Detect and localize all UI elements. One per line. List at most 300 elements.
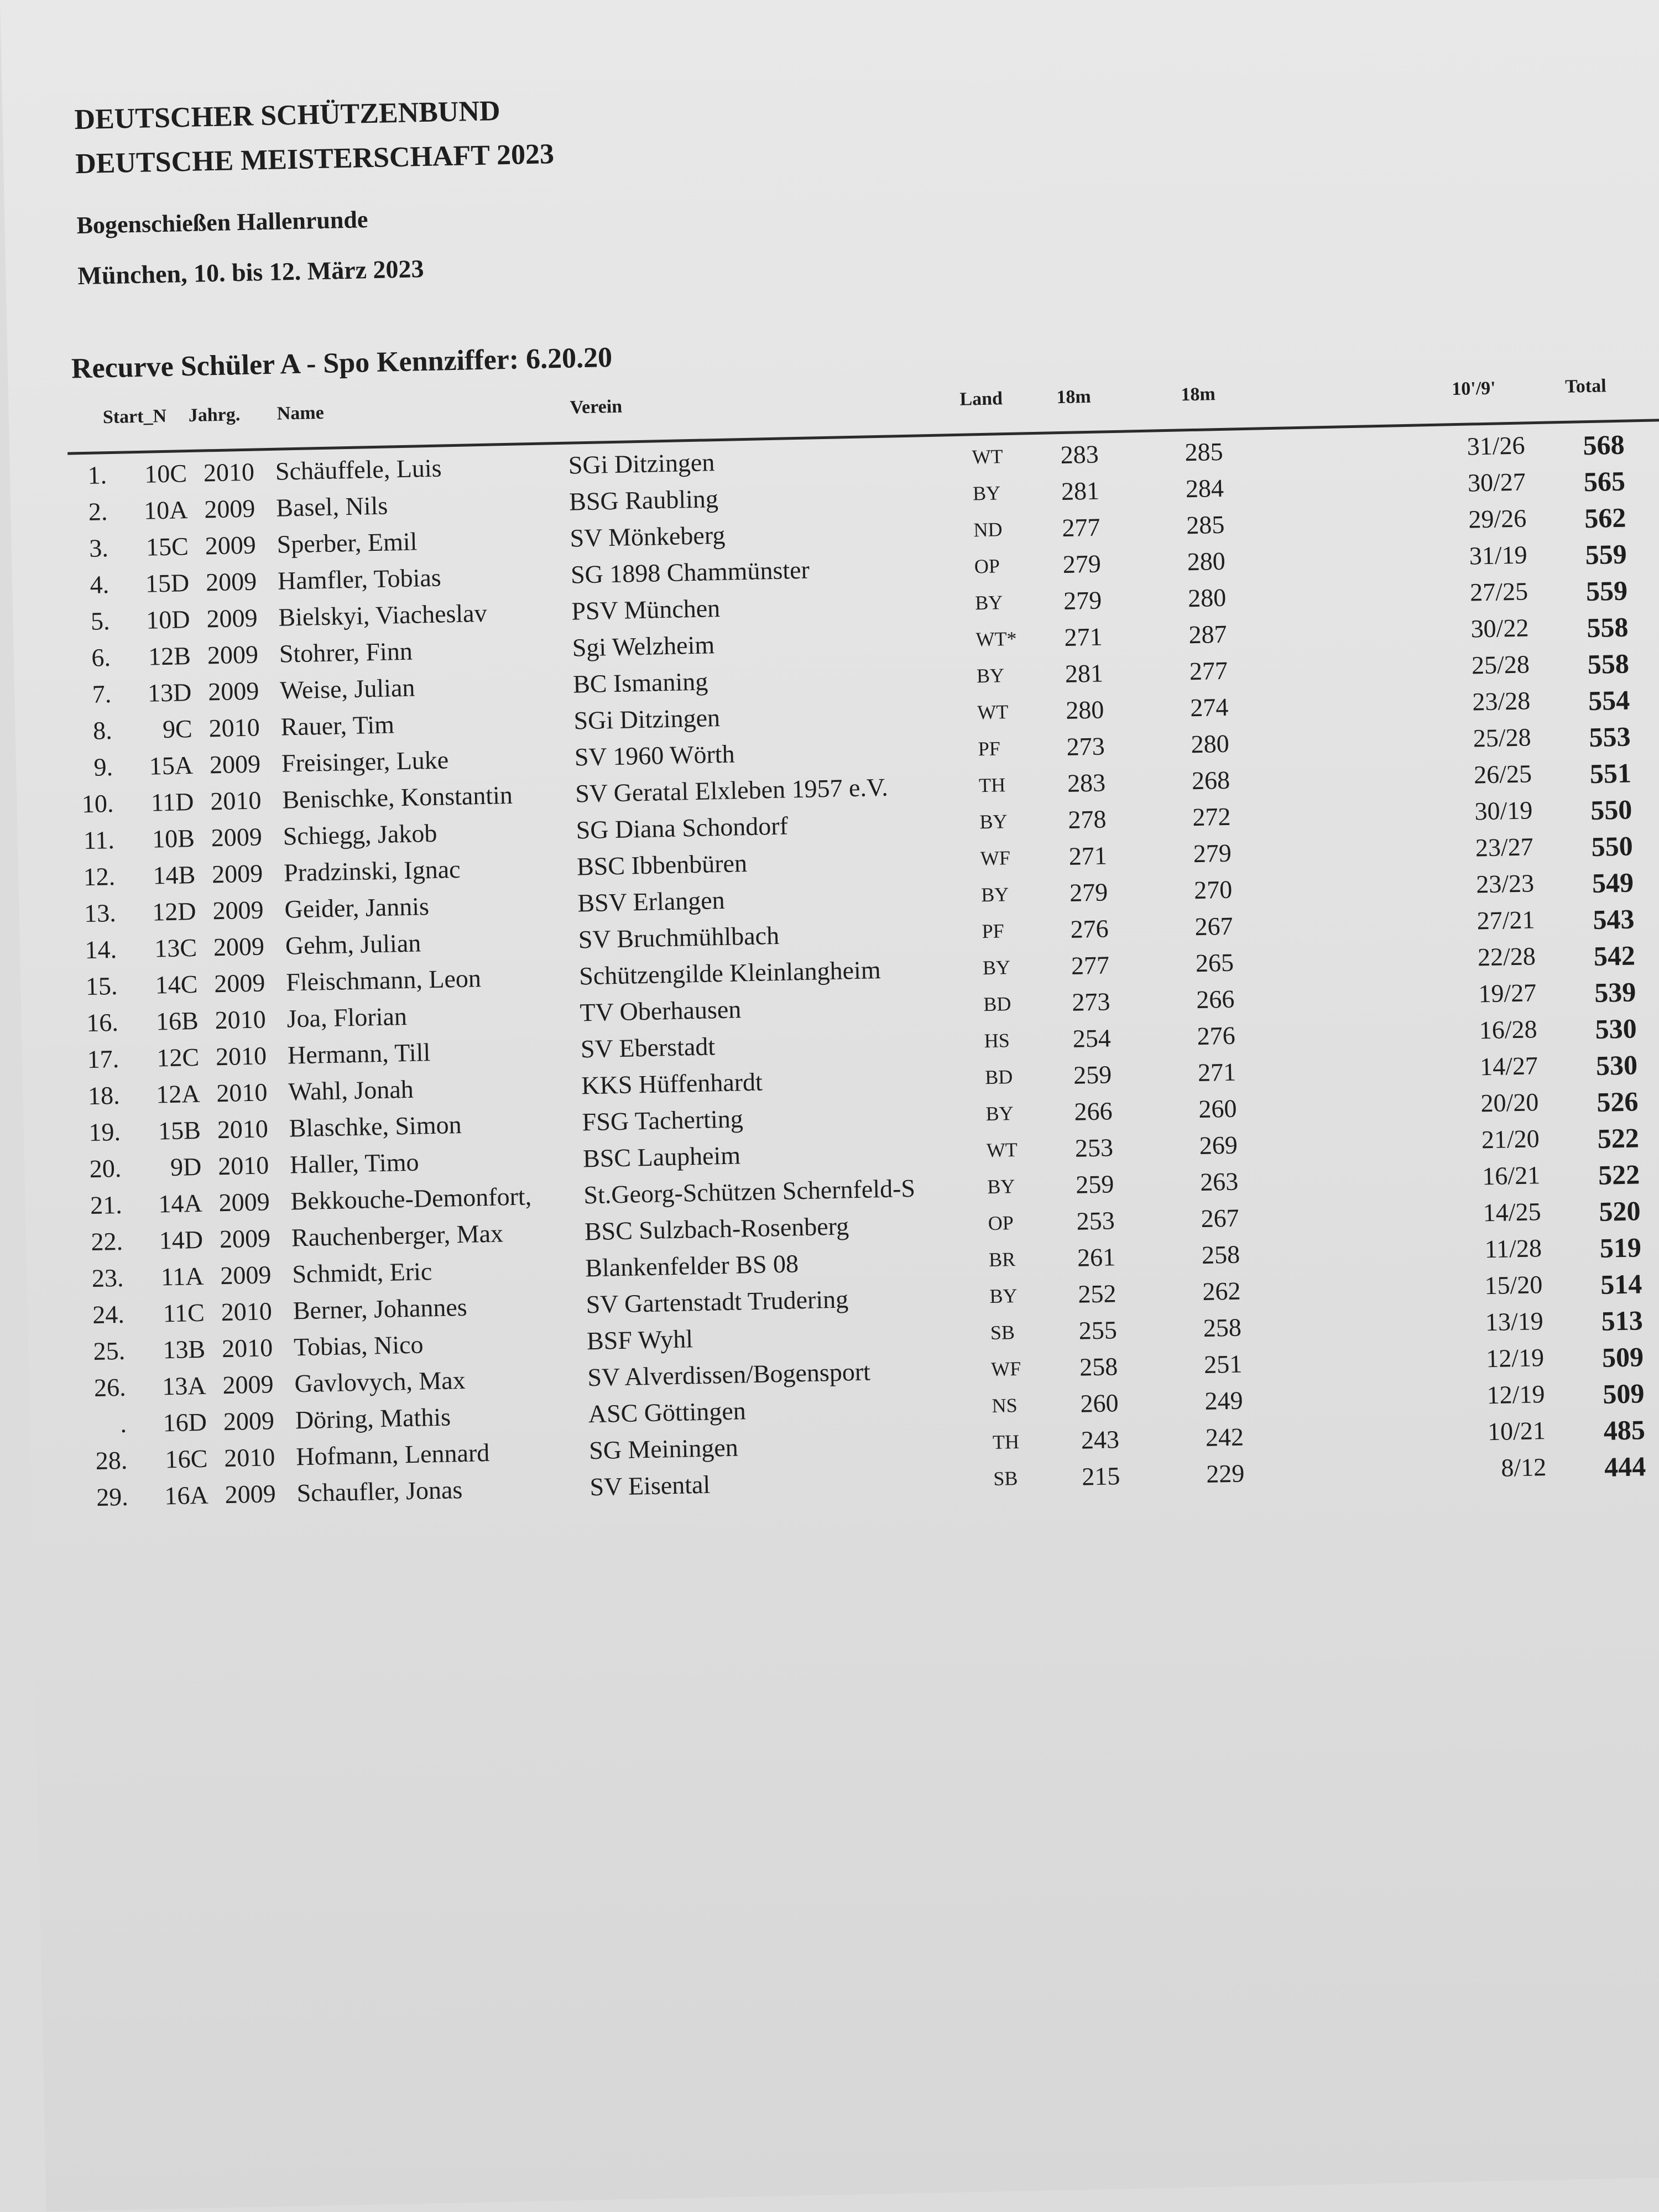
birth-year-cell: 2010: [223, 1443, 275, 1473]
start-number-cell: 14A: [158, 1188, 203, 1218]
land-cell: PF: [982, 920, 1005, 943]
birth-year-cell: 2009: [207, 640, 259, 670]
athlete-name-cell: Benischke, Konstantin: [281, 780, 513, 814]
land-cell: ND: [973, 518, 1003, 541]
start-number-cell: 11D: [150, 787, 194, 817]
round1-score-cell: 280: [1065, 695, 1104, 724]
round2-score-cell: 280: [1187, 583, 1227, 613]
athlete-name-cell: Schaufler, Jonas: [296, 1475, 463, 1507]
athlete-name-cell: Wahl, Jonah: [288, 1074, 414, 1106]
total-score-cell: 551: [1589, 757, 1632, 790]
start-number-cell: 12C: [156, 1042, 200, 1072]
total-score-cell: 520: [1598, 1195, 1641, 1227]
round1-score-cell: 260: [1080, 1389, 1119, 1418]
tens-nines-cell: 29/26: [1468, 504, 1527, 534]
total-score-cell: 513: [1601, 1305, 1644, 1337]
club-cell: SG 1898 Chammünster: [570, 555, 810, 589]
total-score-cell: 562: [1584, 502, 1626, 534]
athlete-name-cell: Hamfler, Tobias: [277, 563, 442, 595]
round2-score-cell: 258: [1201, 1240, 1240, 1269]
total-score-cell: 559: [1585, 575, 1628, 607]
club-cell: SV 1960 Wörth: [574, 739, 735, 771]
round1-score-cell: 276: [1070, 914, 1109, 943]
start-number-cell: 13B: [162, 1334, 206, 1364]
land-cell: OP: [974, 555, 1000, 578]
column-header-total: Total: [1564, 375, 1606, 397]
total-score-cell: 522: [1597, 1122, 1640, 1154]
rank-cell: 12.: [83, 862, 116, 891]
total-score-cell: 522: [1598, 1159, 1640, 1191]
tens-nines-cell: 12/19: [1485, 1343, 1545, 1373]
start-number-cell: 15A: [149, 750, 194, 780]
club-cell: SV Bruchmühlbach: [578, 921, 780, 954]
club-cell: SV Eberstadt: [580, 1032, 716, 1063]
round1-score-cell: 252: [1077, 1279, 1117, 1308]
club-cell: BSC Ibbenbüren: [576, 849, 748, 881]
round2-score-cell: 284: [1185, 473, 1224, 503]
tens-nines-cell: 19/27: [1478, 978, 1537, 1008]
total-score-cell: 526: [1596, 1086, 1639, 1118]
total-score-cell: 530: [1595, 1013, 1637, 1045]
start-number-cell: 12B: [148, 641, 191, 671]
birth-year-cell: 2009: [211, 822, 263, 852]
start-number-cell: 14C: [155, 969, 198, 999]
land-cell: PF: [978, 737, 1001, 760]
tens-nines-cell: 31/19: [1469, 540, 1528, 570]
athlete-name-cell: Fleischmann, Leon: [285, 964, 482, 997]
rank-cell: 6.: [91, 643, 111, 672]
rank-cell: 20.: [89, 1154, 122, 1183]
club-cell: St.Georg-Schützen Schernfeld-S: [583, 1173, 916, 1209]
land-cell: BY: [987, 1175, 1015, 1198]
discipline-title: Bogenschießen Hallenrunde: [76, 206, 368, 239]
club-cell: SV Geratal Elxleben 1957 e.V.: [575, 773, 889, 808]
category-title: Recurve Schüler A - Spo Kennziffer: 6.20.20: [71, 341, 613, 385]
rank-cell: 2.: [88, 497, 108, 526]
rank-cell: .: [119, 1409, 127, 1438]
club-cell: TV Oberhausen: [580, 995, 742, 1027]
club-cell: Sgi Welzheim: [572, 630, 715, 662]
round2-score-cell: 271: [1197, 1057, 1237, 1087]
birth-year-cell: 2009: [206, 603, 258, 633]
total-score-cell: 568: [1582, 429, 1625, 461]
round1-score-cell: 277: [1071, 951, 1110, 980]
tens-nines-cell: 15/20: [1484, 1270, 1543, 1300]
round2-score-cell: 262: [1202, 1276, 1241, 1306]
athlete-name-cell: Rauchenberger, Max: [291, 1219, 504, 1252]
club-cell: SGi Ditzingen: [568, 448, 715, 479]
club-cell: ASC Göttingen: [588, 1396, 747, 1428]
birth-year-cell: 2009: [213, 968, 265, 998]
round1-score-cell: 254: [1072, 1024, 1112, 1053]
start-number-cell: 12A: [155, 1079, 201, 1109]
column-header-year: Jahrg.: [188, 404, 241, 426]
athlete-name-cell: Tobias, Nico: [293, 1330, 424, 1361]
round2-score-cell: 269: [1199, 1130, 1238, 1160]
rank-cell: 1.: [87, 461, 107, 489]
athlete-name-cell: Schmidt, Eric: [291, 1257, 432, 1288]
athlete-name-cell: Pradzinski, Ignac: [283, 854, 461, 887]
tens-nines-cell: 23/23: [1475, 869, 1535, 899]
round2-score-cell: 285: [1186, 510, 1225, 540]
athlete-name-cell: Gavlovych, Max: [294, 1365, 466, 1398]
tens-nines-cell: 8/12: [1500, 1453, 1547, 1482]
club-cell: BSG Raubling: [568, 484, 719, 516]
rank-cell: 26.: [93, 1373, 127, 1402]
round2-score-cell: 285: [1185, 437, 1224, 467]
birth-year-cell: 2009: [218, 1187, 270, 1217]
athlete-name-cell: Gehm, Julian: [285, 928, 421, 960]
birth-year-cell: 2009: [212, 895, 264, 925]
rank-cell: 13.: [84, 898, 117, 928]
tens-nines-cell: 12/19: [1486, 1380, 1545, 1410]
round1-score-cell: 243: [1081, 1425, 1120, 1454]
round1-score-cell: 283: [1060, 440, 1099, 469]
birth-year-cell: 2009: [222, 1370, 274, 1400]
birth-year-cell: 2009: [209, 749, 261, 779]
start-number-cell: 16B: [155, 1006, 199, 1036]
column-header-start: Start_N: [102, 405, 167, 428]
rank-cell: 16.: [86, 1008, 119, 1037]
start-number-cell: 13A: [161, 1371, 207, 1401]
round2-score-cell: 267: [1194, 911, 1234, 941]
tens-nines-cell: 14/25: [1483, 1197, 1542, 1227]
birth-year-cell: 2010: [216, 1078, 268, 1108]
total-score-cell: 553: [1588, 721, 1631, 753]
rank-cell: 21.: [90, 1190, 123, 1220]
land-cell: WT*: [975, 627, 1017, 651]
start-number-cell: 11C: [163, 1298, 205, 1328]
tens-nines-cell: 30/22: [1470, 613, 1529, 643]
round1-score-cell: 281: [1061, 476, 1100, 506]
total-score-cell: 543: [1592, 903, 1635, 936]
start-number-cell: 15D: [145, 568, 190, 598]
column-header-tens-nines: 10'/9': [1451, 378, 1496, 400]
round1-score-cell: 281: [1065, 659, 1104, 688]
rank-cell: 14.: [84, 935, 117, 964]
round1-score-cell: 266: [1073, 1097, 1113, 1126]
rank-cell: 22.: [91, 1227, 123, 1256]
round2-score-cell: 280: [1187, 546, 1226, 576]
round2-score-cell: 280: [1191, 729, 1230, 759]
club-cell: SV Eisental: [589, 1470, 711, 1501]
round2-score-cell: 272: [1192, 802, 1231, 832]
club-cell: BSV Erlangen: [577, 885, 726, 917]
birth-year-cell: 2010: [217, 1151, 269, 1181]
total-score-cell: 549: [1592, 867, 1634, 899]
rank-cell: 15.: [85, 971, 118, 1001]
start-number-cell: 10C: [144, 459, 187, 488]
land-cell: WF: [990, 1357, 1021, 1381]
athlete-name-cell: Joa, Florian: [286, 1001, 408, 1033]
round1-score-cell: 278: [1067, 805, 1107, 834]
land-cell: BY: [979, 810, 1008, 833]
round1-score-cell: 271: [1068, 841, 1108, 870]
land-cell: TH: [978, 774, 1006, 797]
tens-nines-cell: 16/21: [1481, 1161, 1541, 1191]
land-cell: WF: [980, 847, 1011, 870]
rank-cell: 5.: [90, 607, 111, 635]
start-number-cell: 14B: [152, 860, 196, 890]
start-number-cell: 15B: [158, 1115, 201, 1145]
birth-year-cell: 2009: [223, 1406, 275, 1436]
round1-score-cell: 259: [1075, 1170, 1114, 1199]
tens-nines-cell: 20/20: [1480, 1088, 1539, 1118]
start-number-cell: 10A: [143, 495, 188, 525]
round2-score-cell: 268: [1191, 765, 1230, 795]
club-cell: FSG Tacherting: [582, 1104, 744, 1136]
round2-score-cell: 276: [1197, 1021, 1236, 1051]
total-score-cell: 530: [1595, 1049, 1638, 1081]
total-score-cell: 444: [1604, 1451, 1646, 1483]
land-cell: BY: [976, 664, 1005, 687]
column-header-land: Land: [959, 388, 1003, 410]
athlete-name-cell: Weise, Julian: [279, 673, 415, 705]
rank-cell: 8.: [92, 716, 113, 745]
athlete-name-cell: Blaschke, Simon: [289, 1110, 462, 1142]
land-cell: BY: [974, 591, 1003, 614]
tens-nines-cell: 30/19: [1474, 796, 1533, 826]
tens-nines-cell: 25/28: [1471, 650, 1530, 680]
total-score-cell: 542: [1593, 940, 1636, 972]
total-score-cell: 559: [1585, 538, 1627, 571]
round1-score-cell: 259: [1073, 1060, 1112, 1089]
birth-year-cell: 2010: [208, 713, 260, 743]
land-cell: BD: [983, 993, 1011, 1016]
land-cell: WT: [977, 701, 1009, 724]
tens-nines-cell: 27/21: [1477, 905, 1535, 935]
total-score-cell: 509: [1602, 1378, 1645, 1410]
rank-cell: 24.: [92, 1300, 125, 1329]
round2-score-cell: 258: [1203, 1313, 1242, 1342]
round1-score-cell: 258: [1079, 1352, 1118, 1381]
total-score-cell: 550: [1591, 830, 1634, 863]
start-number-cell: 9D: [170, 1152, 202, 1182]
athlete-name-cell: Basel, Nils: [275, 491, 388, 522]
land-cell: BY: [985, 1102, 1014, 1125]
start-number-cell: 9C: [162, 714, 193, 744]
total-score-cell: 485: [1603, 1414, 1646, 1446]
start-number-cell: 13D: [147, 678, 192, 707]
athlete-name-cell: Stohrer, Finn: [279, 637, 413, 668]
tens-nines-cell: 31/26: [1467, 431, 1525, 461]
total-score-cell: 519: [1599, 1232, 1642, 1264]
rank-cell: 29.: [96, 1482, 129, 1511]
athlete-name-cell: Schäuffele, Luis: [275, 453, 442, 486]
club-cell: BSC Laupheim: [582, 1141, 741, 1173]
athlete-name-cell: Hermann, Till: [287, 1038, 431, 1070]
tens-nines-cell: 25/28: [1473, 723, 1532, 753]
land-cell: BD: [984, 1066, 1013, 1089]
total-score-cell: 554: [1588, 684, 1630, 717]
start-number-cell: 16D: [163, 1407, 207, 1437]
rank-cell: 11.: [83, 826, 115, 855]
birth-year-cell: 2010: [221, 1297, 273, 1327]
club-cell: Schützengilde Kleinlangheim: [578, 956, 881, 990]
round1-score-cell: 271: [1064, 622, 1103, 651]
start-number-cell: 16C: [165, 1444, 208, 1474]
round2-score-cell: 279: [1193, 838, 1232, 868]
land-cell: BR: [988, 1248, 1016, 1271]
athlete-name-cell: Hofmann, Lennard: [295, 1438, 490, 1471]
total-score-cell: 509: [1601, 1341, 1644, 1373]
tens-nines-cell: 22/28: [1477, 942, 1536, 972]
club-cell: SGi Ditzingen: [573, 703, 721, 735]
round2-score-cell: 242: [1205, 1422, 1244, 1452]
club-cell: SG Diana Schondorf: [576, 811, 789, 844]
birth-year-cell: 2009: [225, 1479, 276, 1509]
round2-score-cell: 287: [1188, 619, 1228, 649]
start-number-cell: 11A: [160, 1261, 204, 1291]
total-score-cell: 558: [1586, 611, 1629, 644]
club-cell: SV Alverdissen/Bogensport: [587, 1357, 871, 1392]
land-cell: BY: [982, 956, 1011, 979]
athlete-name-cell: Rauer, Tim: [280, 710, 395, 741]
birth-year-cell: 2010: [221, 1333, 273, 1363]
tens-nines-cell: 30/27: [1467, 467, 1526, 497]
athlete-name-cell: Berner, Johannes: [293, 1292, 468, 1325]
rank-cell: 4.: [90, 570, 109, 599]
club-cell: SG Meiningen: [588, 1433, 739, 1465]
round1-score-cell: 283: [1067, 768, 1106, 797]
rank-cell: 23.: [91, 1263, 124, 1293]
land-cell: WT: [972, 445, 1004, 468]
results-table: [10, 427, 1659, 1520]
rank-cell: 10.: [81, 789, 114, 818]
athlete-name-cell: Freisinger, Luke: [281, 745, 449, 778]
birth-year-cell: 2010: [210, 786, 262, 816]
athlete-name-cell: Sperber, Emil: [276, 527, 418, 559]
rank-cell: 7.: [92, 680, 112, 708]
athlete-name-cell: Schiegg, Jakob: [283, 818, 437, 851]
round2-score-cell: 266: [1196, 984, 1235, 1014]
land-cell: WT: [986, 1138, 1018, 1162]
tens-nines-cell: 13/19: [1485, 1307, 1544, 1337]
round1-score-cell: 279: [1062, 549, 1102, 578]
birth-year-cell: 2009: [205, 567, 257, 597]
rank-cell: 25.: [93, 1336, 126, 1365]
club-cell: BSF Wyhl: [586, 1324, 693, 1355]
club-cell: SV Gartenstadt Trudering: [586, 1285, 849, 1319]
land-cell: BY: [972, 482, 1001, 505]
land-cell: BY: [980, 883, 1009, 906]
event-location-date: München, 10. bis 12. März 2023: [77, 254, 424, 290]
start-number-cell: 13C: [154, 933, 197, 963]
round1-score-cell: 253: [1074, 1133, 1114, 1162]
athlete-name-cell: Bielskyi, Viacheslav: [278, 598, 488, 632]
club-cell: BC Ismaning: [572, 667, 708, 698]
round2-score-cell: 263: [1199, 1167, 1239, 1197]
start-number-cell: 16A: [164, 1480, 209, 1510]
athlete-name-cell: Geider, Jannis: [284, 892, 430, 924]
column-header-name: Name: [276, 402, 325, 424]
column-header-club: Verein: [570, 396, 623, 418]
round2-score-cell: 270: [1193, 875, 1233, 905]
total-score-cell: 514: [1600, 1268, 1642, 1300]
tens-nines-cell: 21/20: [1481, 1124, 1540, 1154]
birth-year-cell: 2009: [204, 494, 255, 524]
land-cell: SB: [990, 1321, 1015, 1344]
land-cell: OP: [988, 1212, 1014, 1235]
column-header-round2: 18m: [1181, 384, 1216, 405]
birth-year-cell: 2010: [203, 457, 255, 487]
land-cell: TH: [992, 1430, 1020, 1453]
tens-nines-cell: 10/21: [1487, 1416, 1546, 1446]
club-cell: PSV München: [571, 593, 721, 625]
club-cell: KKS Hüffenhardt: [581, 1067, 763, 1100]
tens-nines-cell: 23/28: [1472, 686, 1531, 716]
rank-cell: 9.: [93, 753, 113, 781]
round1-score-cell: 253: [1076, 1206, 1115, 1235]
total-score-cell: 550: [1590, 794, 1632, 826]
round1-score-cell: 279: [1069, 878, 1108, 907]
tens-nines-cell: 11/28: [1484, 1234, 1542, 1264]
round1-score-cell: 273: [1071, 987, 1110, 1016]
athlete-name-cell: Döring, Mathis: [295, 1402, 451, 1434]
rank-cell: 17.: [87, 1044, 119, 1074]
total-score-cell: 539: [1594, 976, 1636, 1009]
birth-year-cell: 2010: [215, 1005, 267, 1035]
athlete-name-cell: Haller, Timo: [289, 1147, 420, 1179]
birth-year-cell: 2009: [205, 530, 257, 560]
tens-nines-cell: 27/25: [1469, 577, 1528, 607]
federation-title: DEUTSCHER SCHÜTZENBUND: [74, 95, 501, 136]
column-header-round1: 18m: [1056, 386, 1092, 408]
start-number-cell: 15C: [145, 532, 189, 561]
round1-score-cell: 279: [1063, 586, 1102, 615]
total-score-cell: 558: [1587, 648, 1630, 680]
tens-nines-cell: 16/28: [1479, 1015, 1538, 1045]
tens-nines-cell: 26/25: [1473, 759, 1532, 789]
tens-nines-cell: 14/27: [1479, 1051, 1538, 1081]
start-number-cell: 10D: [145, 605, 191, 634]
club-cell: Blankenfelder BS 08: [585, 1249, 799, 1282]
round2-score-cell: 249: [1204, 1386, 1244, 1415]
club-cell: BSC Sulzbach-Rosenberg: [584, 1212, 849, 1246]
round2-score-cell: 267: [1201, 1203, 1240, 1233]
rank-cell: 3.: [88, 534, 109, 562]
start-number-cell: 10B: [152, 823, 195, 853]
championship-title: DEUTSCHE MEISTERSCHAFT 2023: [75, 138, 555, 180]
round2-score-cell: 260: [1198, 1094, 1237, 1124]
birth-year-cell: 2009: [219, 1224, 271, 1254]
round2-score-cell: 251: [1203, 1349, 1243, 1379]
start-number-cell: 14D: [159, 1225, 204, 1255]
round2-score-cell: 277: [1189, 656, 1228, 686]
land-cell: BY: [989, 1284, 1018, 1308]
club-cell: SV Mönkeberg: [570, 520, 726, 552]
round1-score-cell: 261: [1077, 1243, 1116, 1272]
round1-score-cell: 215: [1081, 1462, 1120, 1491]
rank-cell: 28.: [95, 1446, 128, 1475]
land-cell: NS: [992, 1394, 1018, 1417]
round2-score-cell: 265: [1195, 948, 1234, 978]
birth-year-cell: 2009: [207, 676, 259, 706]
rank-cell: 19.: [88, 1117, 121, 1147]
birth-year-cell: 2009: [211, 859, 263, 889]
rank-cell: 18.: [87, 1081, 121, 1110]
birth-year-cell: 2010: [215, 1041, 267, 1071]
athlete-name-cell: Bekkouche-Demonfort,: [290, 1182, 532, 1215]
land-cell: HS: [984, 1029, 1010, 1052]
round1-score-cell: 255: [1078, 1316, 1118, 1345]
birth-year-cell: 2010: [217, 1114, 269, 1144]
start-number-cell: 12D: [152, 896, 197, 926]
round1-score-cell: 273: [1066, 732, 1105, 761]
total-score-cell: 565: [1583, 465, 1626, 498]
tens-nines-cell: 23/27: [1475, 832, 1534, 862]
birth-year-cell: 2009: [213, 932, 265, 962]
